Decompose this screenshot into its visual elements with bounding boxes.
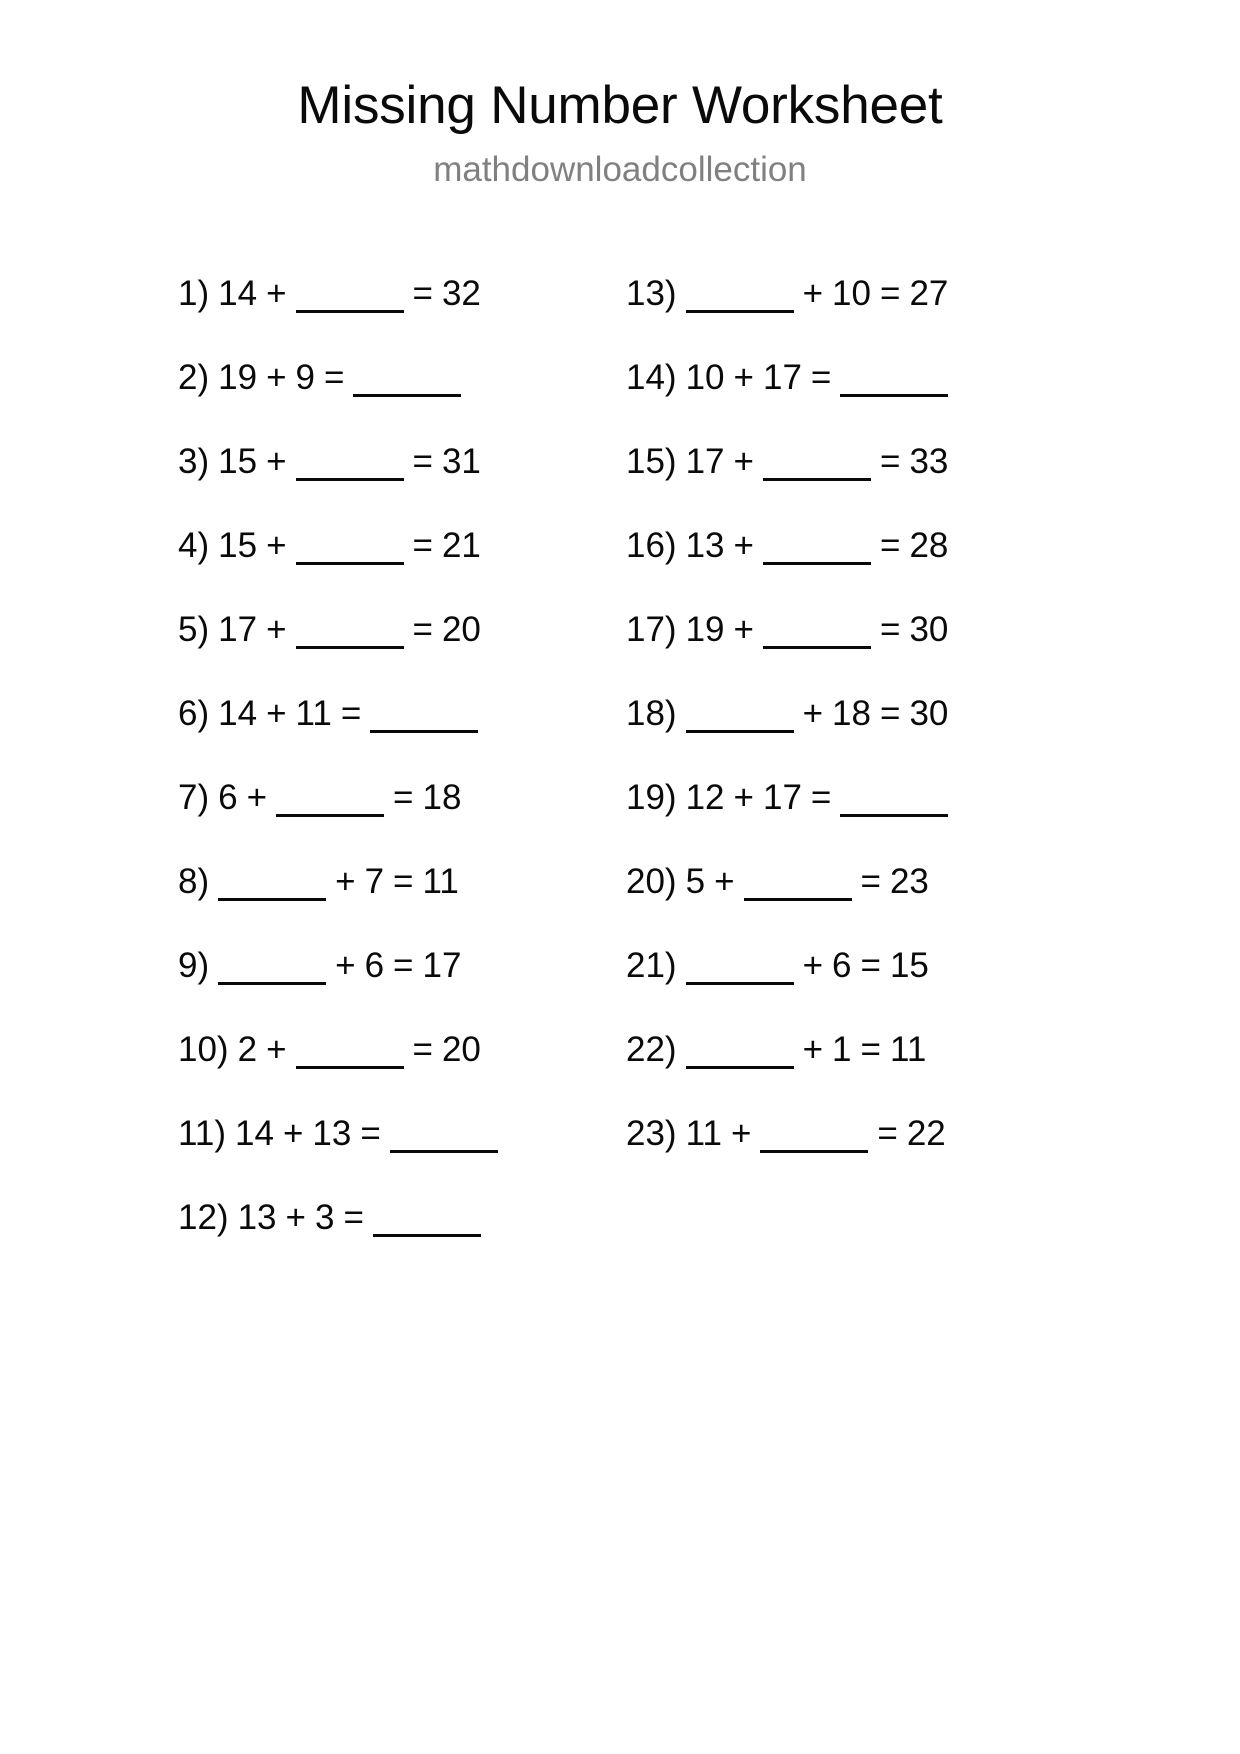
operator-plus: +: [802, 1030, 824, 1070]
operand-a: 14: [218, 274, 258, 314]
problem-number: 13): [626, 274, 677, 314]
problem-number: 3): [178, 442, 210, 482]
result-blank[interactable]: [373, 1200, 481, 1237]
page-title: Missing Number Worksheet: [297, 76, 943, 135]
operator-equals: =: [412, 442, 433, 482]
operator-plus: +: [733, 610, 754, 650]
operand-a: 19: [218, 358, 258, 398]
operand-a-blank[interactable]: [218, 864, 326, 901]
problem-number: 7): [178, 778, 210, 818]
operand-b: 6: [832, 946, 852, 986]
result: 27: [909, 274, 949, 314]
operator-equals: =: [393, 862, 414, 902]
problem-row: [626, 864, 1046, 948]
operand-a-blank[interactable]: [686, 696, 794, 733]
problem-row: [178, 612, 626, 696]
result-blank[interactable]: [370, 696, 478, 733]
operator-equals: =: [412, 1030, 433, 1070]
problem-number: 8): [178, 862, 210, 902]
problem-row: [626, 1116, 1046, 1200]
result: 15: [889, 946, 929, 986]
problem-row: [178, 1116, 626, 1200]
operand-a: 17: [218, 610, 258, 650]
operand-b-blank[interactable]: [744, 864, 852, 901]
operator-plus: +: [802, 274, 824, 314]
problem-number: 10): [178, 1030, 229, 1070]
operand-b-blank[interactable]: [296, 444, 404, 481]
operand-b-blank[interactable]: [276, 780, 384, 817]
operand-a: 5: [685, 862, 706, 902]
result: 30: [909, 694, 949, 734]
operand-b: 1: [832, 1030, 852, 1070]
operand-b: 17: [762, 358, 802, 398]
operator-plus: +: [714, 862, 735, 902]
operator-equals: =: [879, 610, 901, 650]
result: 20: [441, 610, 481, 650]
problem-column-right: [626, 276, 1046, 1284]
result: 30: [909, 610, 949, 650]
operator-equals: =: [343, 1198, 364, 1238]
result-blank[interactable]: [390, 1116, 498, 1153]
operator-plus: +: [733, 442, 754, 482]
operand-b-blank[interactable]: [296, 1032, 404, 1069]
problem-columns: [0, 276, 1240, 1284]
operator-equals: =: [877, 1114, 898, 1154]
operand-a: 17: [685, 442, 725, 482]
problem-number: 19): [626, 778, 677, 818]
operator-plus: +: [266, 358, 287, 398]
operand-a: 10: [685, 358, 725, 398]
problem-number: 15): [626, 442, 677, 482]
operand-b: 13: [312, 1114, 352, 1154]
operator-plus: +: [335, 946, 356, 986]
operand-a: 19: [685, 610, 725, 650]
operand-b-blank[interactable]: [763, 528, 871, 565]
operator-equals: =: [860, 862, 881, 902]
problem-number: 16): [626, 526, 677, 566]
problem-row: [178, 696, 626, 780]
operator-plus: +: [266, 442, 287, 482]
operand-b-blank[interactable]: [296, 528, 404, 565]
problem-row: [626, 612, 1046, 696]
problem-row: [178, 948, 626, 1032]
operand-b: 11: [295, 694, 332, 734]
problem-row: [626, 276, 1046, 360]
problem-column-left: [178, 276, 626, 1284]
operator-plus: +: [730, 1114, 752, 1154]
operator-plus: +: [802, 946, 824, 986]
operand-b: 10: [832, 274, 871, 314]
problem-number: 17): [626, 610, 677, 650]
result: 18: [422, 778, 462, 818]
operand-b-blank[interactable]: [763, 612, 871, 649]
operator-equals: =: [360, 1114, 381, 1154]
operand-a: 6: [218, 778, 238, 818]
problem-row: [626, 444, 1046, 528]
operator-equals: =: [810, 778, 832, 818]
result: 28: [909, 526, 949, 566]
operator-equals: =: [879, 442, 901, 482]
result: 31: [441, 442, 481, 482]
operand-a: 14: [218, 694, 258, 734]
problem-number: 1): [178, 274, 210, 314]
problem-number: 18): [626, 694, 677, 734]
operand-b: 3: [314, 1198, 335, 1238]
problem-number: 4): [178, 526, 210, 566]
problem-number: 5): [178, 610, 210, 650]
result-blank[interactable]: [840, 360, 948, 397]
operator-equals: =: [879, 694, 901, 734]
operand-a: 2: [237, 1030, 258, 1070]
operand-a: 11: [685, 1114, 722, 1154]
operand-a: 13: [685, 526, 725, 566]
operator-equals: =: [879, 274, 901, 314]
operator-plus: +: [266, 1030, 287, 1070]
operand-b: 6: [364, 946, 385, 986]
problem-number: 2): [178, 358, 210, 398]
problem-row: [178, 528, 626, 612]
problem-number: 21): [626, 946, 677, 986]
operator-equals: =: [879, 526, 901, 566]
operand-a-blank[interactable]: [218, 948, 326, 985]
operator-equals: =: [340, 694, 362, 734]
problem-row: [626, 360, 1046, 444]
operator-equals: =: [412, 610, 433, 650]
problem-number: 20): [626, 862, 677, 902]
result: 17: [422, 946, 462, 986]
operand-a: 12: [685, 778, 725, 818]
result: 22: [906, 1114, 946, 1154]
operator-plus: +: [335, 862, 356, 902]
operator-equals: =: [323, 358, 345, 398]
operand-a-blank[interactable]: [686, 948, 794, 985]
operand-a: 13: [237, 1198, 277, 1238]
operand-b-blank[interactable]: [763, 444, 871, 481]
operand-b: 17: [762, 778, 802, 818]
operator-equals: =: [393, 778, 414, 818]
operator-plus: +: [266, 274, 287, 314]
operator-equals: =: [393, 946, 414, 986]
problem-number: 23): [626, 1114, 677, 1154]
operator-plus: +: [282, 1114, 304, 1154]
operand-b-blank[interactable]: [296, 612, 404, 649]
worksheet-header: [0, 0, 1240, 188]
result: 33: [909, 442, 949, 482]
problem-row: [178, 1200, 626, 1284]
operand-b: 18: [832, 694, 871, 734]
result: 23: [889, 862, 929, 902]
result: 20: [441, 1030, 481, 1070]
result-blank[interactable]: [353, 360, 461, 397]
operator-equals: =: [412, 526, 433, 566]
problem-row: [178, 864, 626, 948]
problem-row: [178, 444, 626, 528]
problem-row: [626, 780, 1046, 864]
operand-a-blank[interactable]: [686, 1032, 794, 1069]
operator-plus: +: [285, 1198, 306, 1238]
page-subtitle: mathdownloadcollection: [433, 149, 807, 189]
problem-row: [626, 528, 1046, 612]
operator-plus: +: [802, 694, 824, 734]
operand-a: 15: [218, 526, 258, 566]
operator-plus: +: [266, 694, 287, 734]
problem-row: [626, 696, 1046, 780]
problem-number: 6): [178, 694, 210, 734]
operator-plus: +: [733, 526, 754, 566]
problem-number: 11): [178, 1114, 226, 1154]
problem-number: 9): [178, 946, 210, 986]
operator-equals: =: [860, 1030, 881, 1070]
result: 11: [889, 1030, 927, 1070]
operator-plus: +: [266, 526, 287, 566]
problem-row: [178, 780, 626, 864]
problem-number: 14): [626, 358, 677, 398]
operand-b-blank[interactable]: [760, 1116, 868, 1153]
operator-plus: +: [733, 778, 754, 818]
result: 21: [441, 526, 481, 566]
problem-row: [178, 1032, 626, 1116]
operator-plus: +: [733, 358, 754, 398]
problem-number: 22): [626, 1030, 677, 1070]
operator-equals: =: [412, 274, 433, 314]
operator-plus: +: [246, 778, 268, 818]
result-blank[interactable]: [840, 780, 948, 817]
operand-b-blank[interactable]: [296, 276, 404, 313]
result: 11: [422, 862, 459, 902]
problem-row: [178, 276, 626, 360]
result: 32: [441, 274, 481, 314]
operator-equals: =: [810, 358, 832, 398]
problem-row: [626, 948, 1046, 1032]
operand-b: 9: [295, 358, 315, 398]
operand-a: 14: [235, 1114, 274, 1154]
operator-plus: +: [266, 610, 287, 650]
problem-row: [626, 1032, 1046, 1116]
operand-b: 7: [364, 862, 385, 902]
problem-row: [178, 360, 626, 444]
problem-number: 12): [178, 1198, 229, 1238]
operator-equals: =: [860, 946, 881, 986]
operand-a: 15: [218, 442, 258, 482]
operand-a-blank[interactable]: [686, 276, 794, 313]
